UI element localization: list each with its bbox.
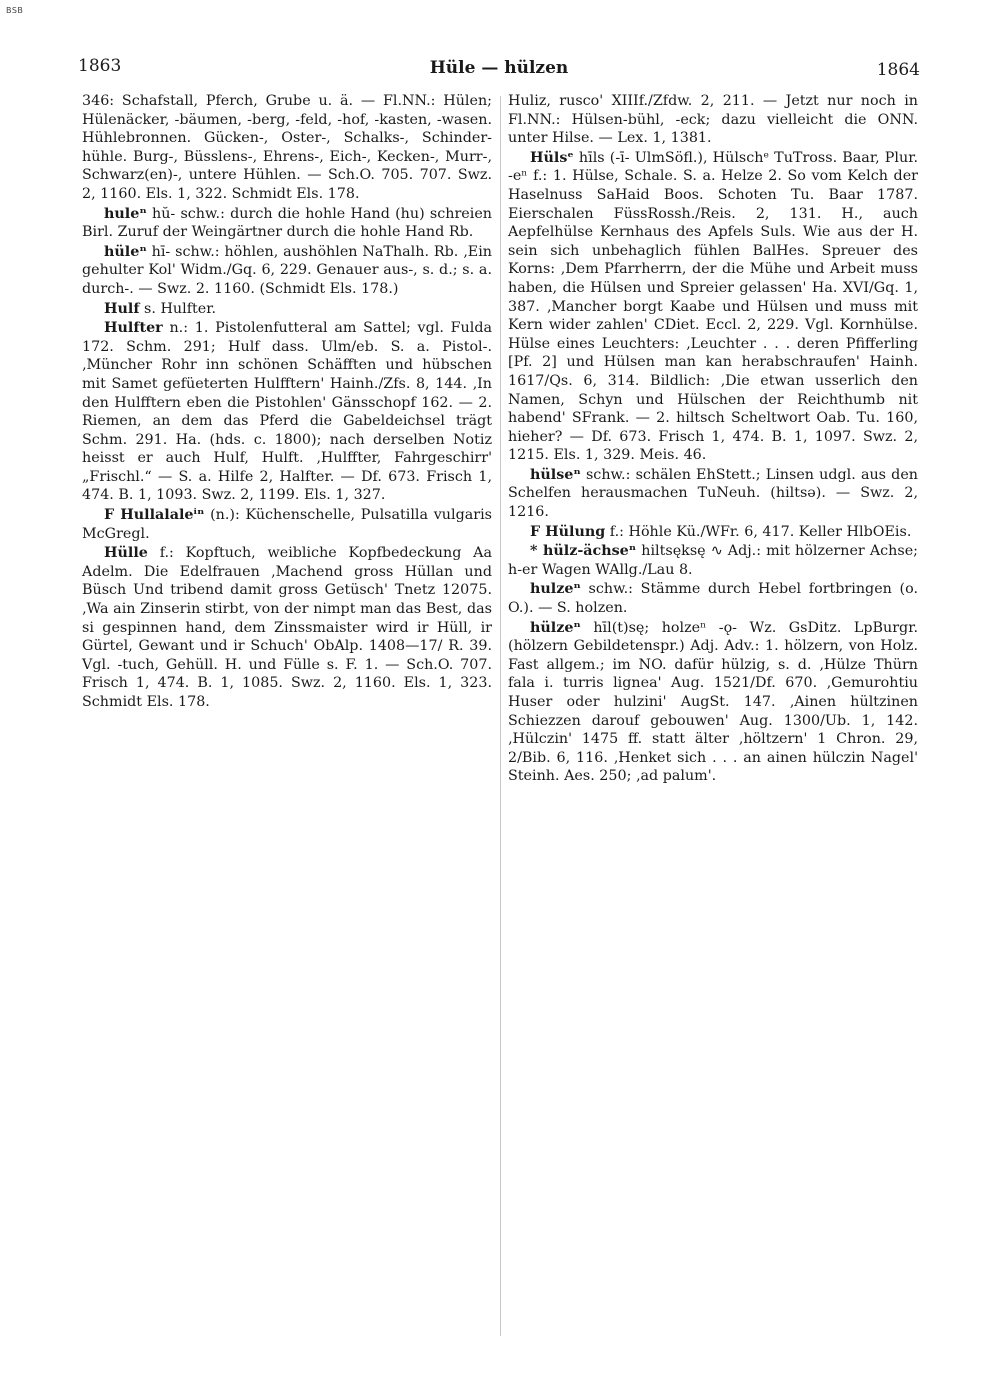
entry-headword: Hulfter xyxy=(104,320,163,337)
entry-headword: hulzeⁿ xyxy=(530,581,581,598)
dictionary-entry xyxy=(508,542,918,579)
entry-headword: Hülle xyxy=(104,545,148,562)
left-column xyxy=(82,92,492,713)
dictionary-entry xyxy=(82,92,492,204)
entry-body: n.: 1. Pistolenfutteral am Sattel; vgl. Fulda 172. Schm. 291; Hulf dass. Ulm/eb. S. a. Pistol-. ‚Müncher Rohr inn schönen Schäfften und hübschen mit Samet gefüeterten Hulfftern' Hainh./Zfs. 8, 144. ‚In den Hulfftern eben die Pistohlen' Gänsschopf 162. — 2. Riemen, an dem das Pferd die Gabeldeichsel trägt Schm. 291. Ha. (hds. c. 1800); nach derselben Notiz heisst er auch Hulf, Hulft. ‚Hulffter, Fahrgeschirr' „Frischl.“ — S. a. Hilfe 2, Halfter. — Df. 673. Frisch 1, 474. B. 1, 1093. Swz. 2, 1199. Els. 1, 327. xyxy=(82,320,492,504)
dictionary-entry xyxy=(82,300,492,319)
entry-headword: F Hülung xyxy=(530,523,606,540)
entry-body: hī- schw.: höhlen, aushöhlen NaThalh. Rb. ‚Ein gehulter Kol' Widm./Gq. 6, 229. Genauer aus-, s. d.; s. a. durch-. — Swz. 2. 1160. (Schmidt Els. 178.) xyxy=(82,243,492,297)
running-headword: Hüle — hülzen xyxy=(429,58,569,78)
dictionary-entry xyxy=(508,580,918,617)
entry-headword: hüleⁿ xyxy=(104,243,147,260)
entry-body: s. Hulfter. xyxy=(144,300,217,317)
entry-headword: Hulf xyxy=(104,300,140,317)
entry-headword: * hülz-ächseⁿ xyxy=(530,543,637,560)
entry-headword: huleⁿ xyxy=(104,205,147,222)
entry-body: f.: Höhle Kü./WFr. 6, 417. Keller HlbOEis. xyxy=(609,523,912,540)
dictionary-entry xyxy=(508,523,918,542)
entry-headword: F Hullalaleⁱⁿ xyxy=(104,507,205,524)
entry-body: hiltsęksę ∿ Adj.: mit hölzerner Achse; h-er Wagen WAllg./Lau 8. xyxy=(508,543,918,578)
dictionary-entry xyxy=(82,544,492,711)
entry-body: hīls (-ī- UlmSöfl.), Hülschᵉ TuTross. Baar, Plur. -eⁿ f.: 1. Hülse, Schale. S. a. Helze 2. So vom Kelch der Haselnuss SaHaid Boos. Schoten Tu. Baar 1787. Eierschalen FüssRossh./Reis. 2, 131. H., auch Aepfelhülse Kernhaus des Apfels Suls. Wie aus der H. sein sich unbehaglich fühlen BalHes. Spreuer des Korns: ‚Dem Pfarrherrn, der die Mühe und Arbeit muss haben, die Hülsen und Spreier gelassen' Ha. XVI/Gq. 1, 387. ‚Mancher borgt Kaabe und Hülsen und muss mit Kern wider zahlen' CDiet. Eccl. 2, 229. Vgl. Kornhülse. Hülse eines Leuchters: ‚Leuchter . . . deren Pfifferling [Pf. 2] und Hülsen man kan herabschraufen' Hainh. 1617/Qs. 6, 314. Bildlich: ‚Die etwan usserlich den Namen, Schyn und Hülschen der Reichthumb nit habend' SFrank. — 2. hiltsch Scheltwort Oab. Tu. 160, hieher? — Df. 673. Frisch 1, 474. B. 1, 1097. Swz. 2, 1215. Els. 1, 329. Meis. 46. xyxy=(508,149,919,464)
right-column xyxy=(508,92,918,787)
library-stamp: BSB xyxy=(6,6,24,15)
entry-body: schw.: Stämme durch Hebel fortbringen (o. O.). — S. holzen. xyxy=(508,581,918,617)
dictionary-entry xyxy=(508,619,918,786)
dictionary-entry xyxy=(82,506,492,543)
page-header xyxy=(78,52,920,82)
entry-body: (n.): Küchenschelle, Pulsatilla vulgaris McGregl. xyxy=(82,507,492,542)
dictionary-entry xyxy=(82,319,492,505)
entry-body: hīl(t)sę; holzeⁿ -ǫ- Wz. GsDitz. LpBurgr. (hölzern Gebildetenspr.) Adj. Adv.: 1. hölzern, von Holz. Fast allgem.; im NO. dafür hülzig, s. d. ‚Hülze Thürn fala i. turris lignea' Aug. 1521/Df. 670. ‚Gemurohtiu Huser oder hulzini' AugSt. 147. ‚Ainen hültzinen Schiezzen darouf gebouwen' Aug. 1300/Ub. 1, 142. ‚Hülczin' 1475 ff. statt älter ‚höltzern' 1 Chron. 29, 2/Bib. 6, 116. ‚Henket sich . . . an ainen hülczin Nagel' Steinh. Aes. 250; ‚ad palum'. xyxy=(508,619,918,785)
entry-headword: hülzeⁿ xyxy=(530,619,581,636)
right-page-number: 1864 xyxy=(876,60,920,80)
dictionary-entry xyxy=(82,205,492,242)
entry-body: Huliz, rusco' XIIIf./Zfdw. 2, 211. — Jetzt nur noch in Fl.NN.: Hülsen-bühl, -eck; dazu vielleicht die ONN. unter Hilse. — Lex. 1, 1381. xyxy=(508,93,918,147)
entry-body: f.: Kopftuch, weibliche Kopfbedeckung Aa Adelm. Die Edelfrauen ‚Machend gross Hüllan und Büsch Und tribend damit gross Getüsch' Tnetz 12075. ‚Wa ain Zinserin stirbt, von der nimpt man das Best, das si gespinnen hand, dem Zinssmaister wird ir Hüll, ir Gürtel, Gewant und ir Schuch' ObAlp. 1408—17/ R. 39. Vgl. -tuch, Gehüll. H. und Fülle s. F. 1. — Sch.O. 707. Frisch 1, 474. B. 1, 1085. Swz. 2, 1160. Els. 1, 323. Schmidt Els. 178. xyxy=(82,545,492,710)
dictionary-entry xyxy=(82,243,492,299)
dictionary-entry xyxy=(508,466,918,522)
entry-body: 346: Schafstall, Pferch, Grube u. ä. — Fl.NN.: Hülen; Hülenäcker, -bäumen, -berg, -feld, -hof, -kasten, -wasen. Hühlebronnen. Gücken-, Oster-, Schalks-, Schinder-hühle. Burg-, Büsslens-, Ehrens-, Eich-, Kecken-, Murr-, Schwarz(en)-, untere Hühlen. — Sch.O. 705. 707. Swz. 2, 1160. Els. 1, 322. Schmidt Els. 178. xyxy=(82,93,492,202)
dictionary-entry xyxy=(508,92,918,148)
entry-body: schw.: schälen EhStett.; Linsen udgl. aus den Schelfen herausmachen TuNeuh. (hiltsə). — Swz. 2, 1216. xyxy=(508,466,918,521)
column-divider xyxy=(500,96,501,1336)
left-page-number: 1863 xyxy=(78,56,122,76)
entry-headword: Hülsᵉ xyxy=(530,149,574,166)
entry-headword: hülseⁿ xyxy=(530,466,581,483)
entry-body: hŭ- schw.: durch die hohle Hand (hu) schreien Birl. Zuruf der Weingärtner durch die hohle Hand Rb. xyxy=(82,205,492,241)
dictionary-entry xyxy=(508,149,918,465)
